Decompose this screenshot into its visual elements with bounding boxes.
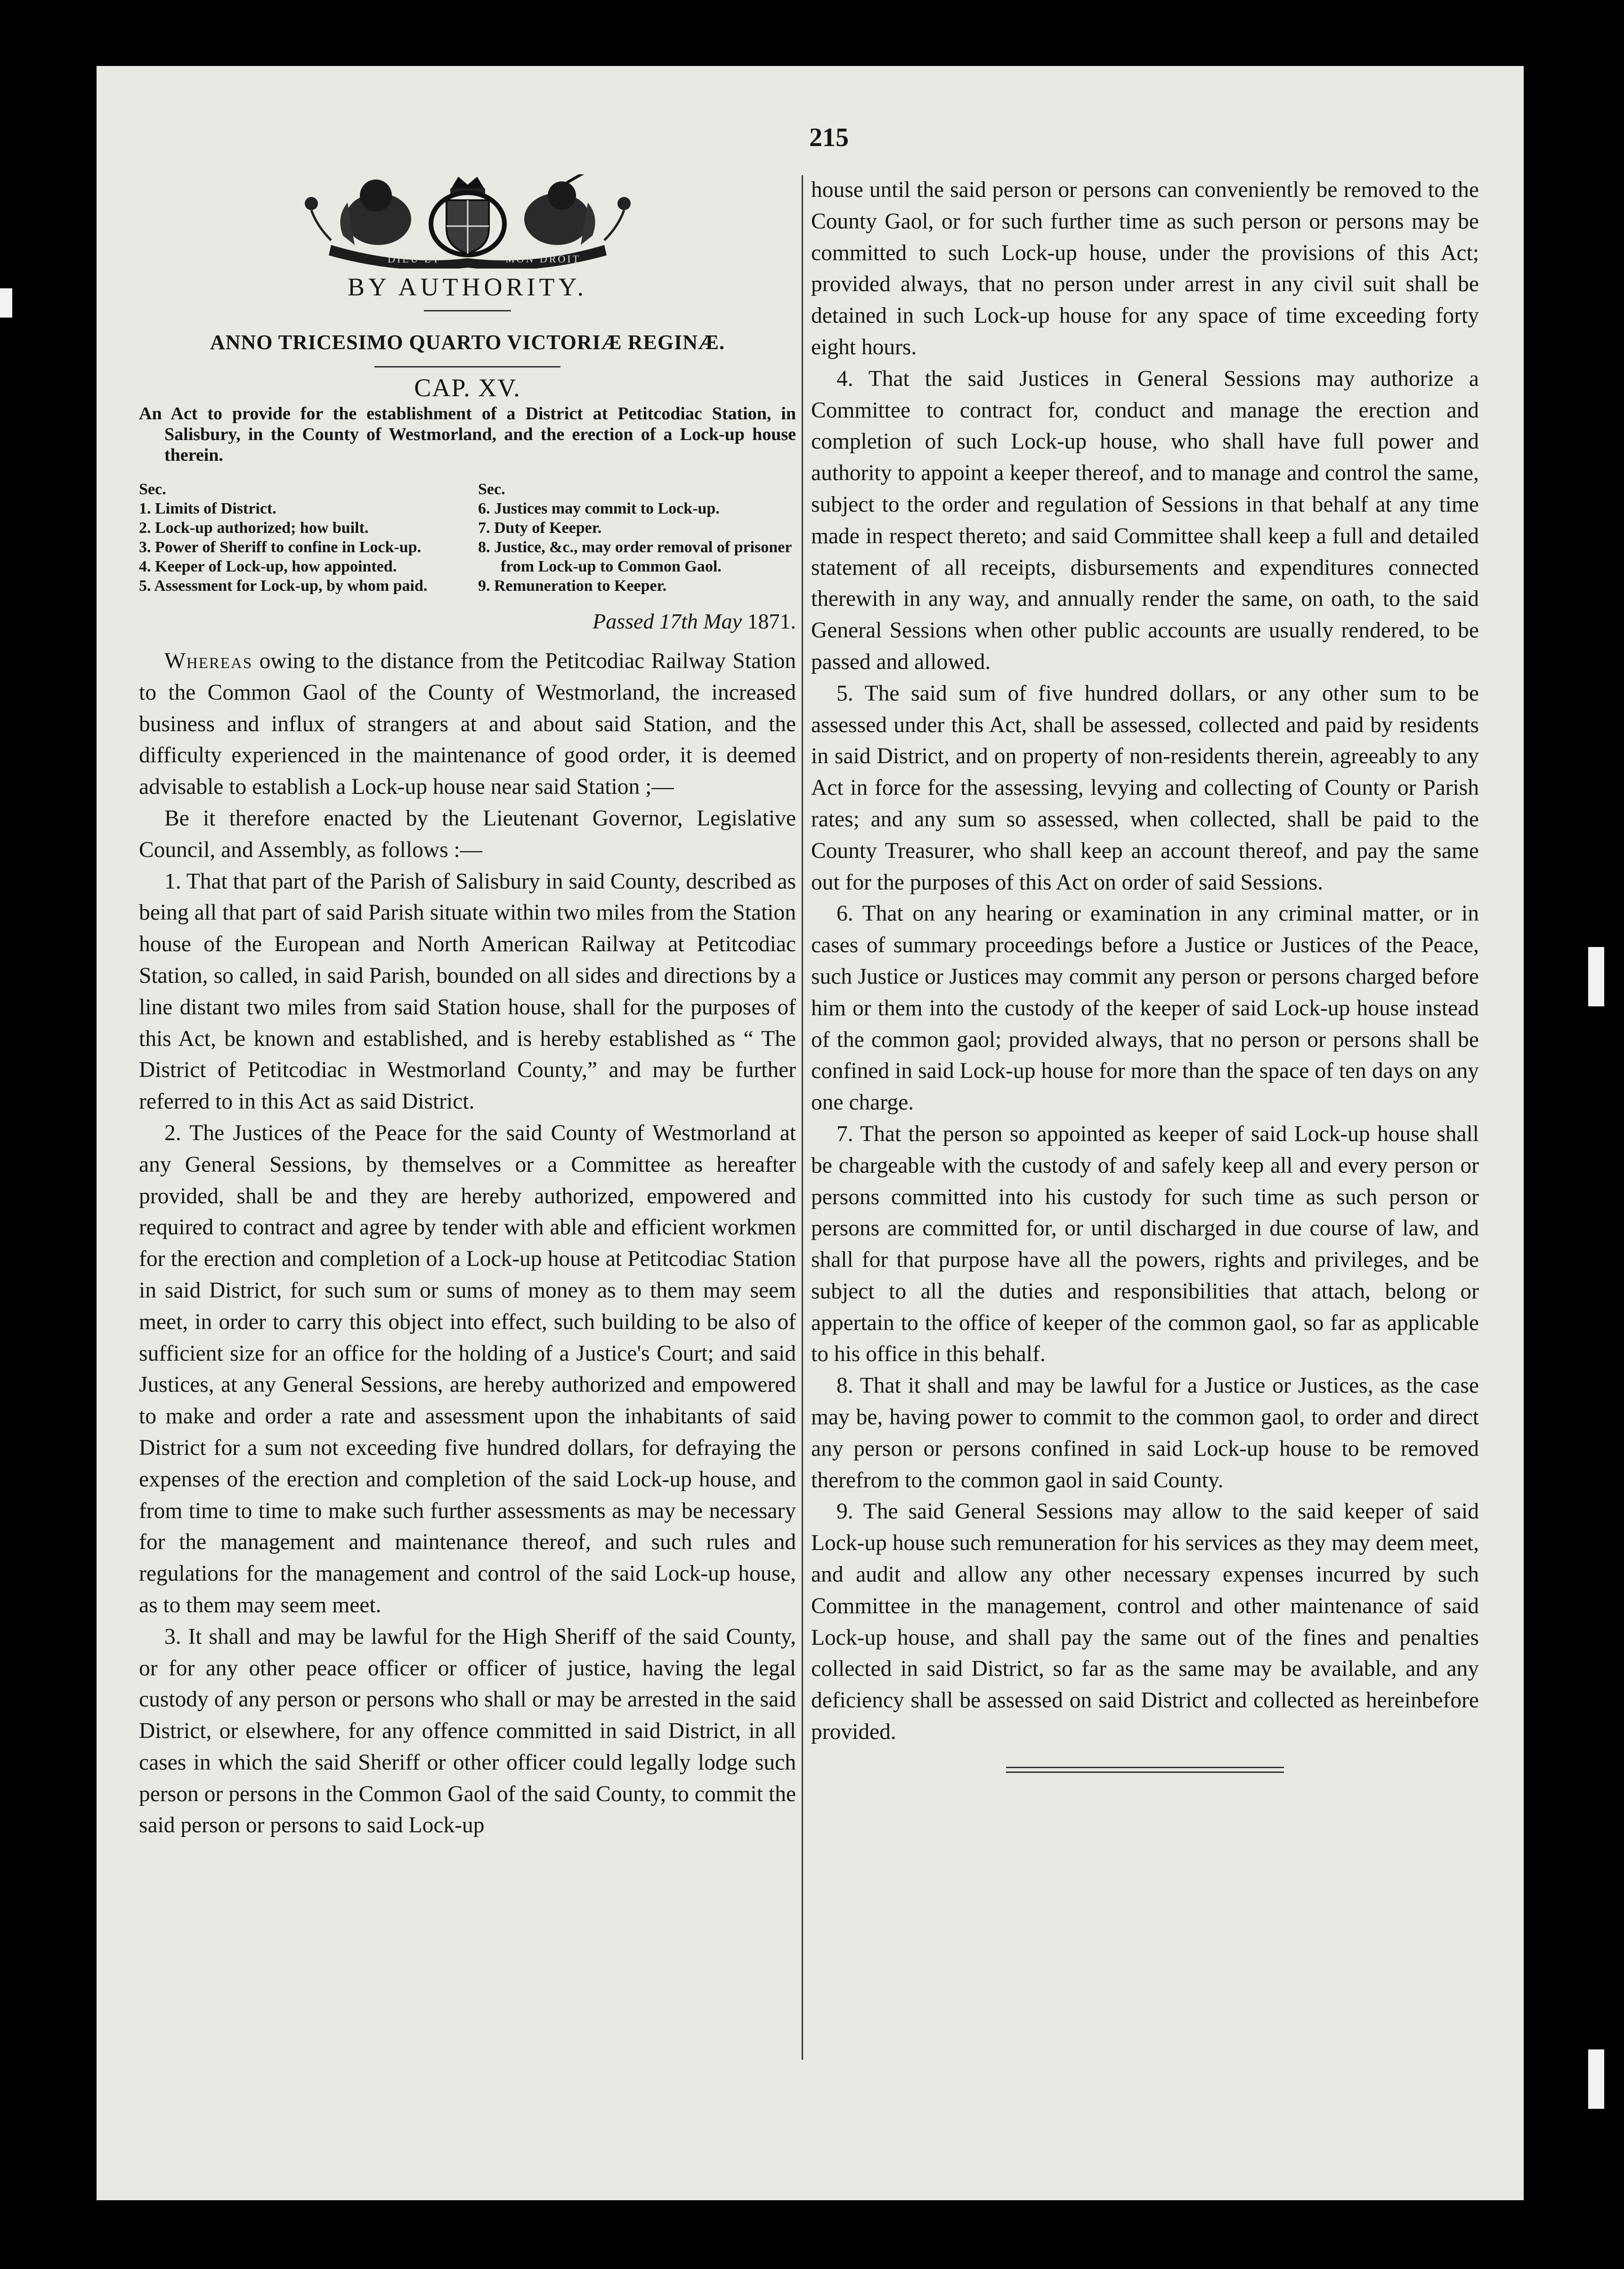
section-summary-heading: Sec.: [139, 481, 166, 498]
section-1: 1. That that part of the Parish of Salisbury in said County, described as being all that part of said Parish situate within two miles from the Station house of the European and North American Railway at Petitcodiac Station, so called, in said Parish, bounded on all sides and directions by a line distant two miles from said Station house, shall for the purposes of this Act, be known and established, and is hereby established as “ The District of Petitcodiac in Westmorland County,” and may be further referred to in this Act as said District.: [139, 869, 796, 1114]
film-edge-mark: [1588, 947, 1604, 1006]
section-7: 7. That the person so appointed as keeper of said Lock-up house shall be chargeable with the custody of and safely keep all and every person or persons committed into his custody for such time as such person or persons are committed for, or until discharged in due course of law, and shall for that purpose have all the powers, rights and privileges, and be subject to all the duties and responsibilities that attach, belong or appertain to the office of keeper of the common gaol, so far as applicable to his office in this behalf.: [811, 1121, 1479, 1367]
divider: [424, 310, 511, 311]
section-summary-left: [139, 480, 478, 596]
passed-date: [139, 609, 796, 636]
preamble-first-word: Whereas: [164, 649, 253, 673]
section-summary-item: 3. Power of Sheriff to confine in Lock-up.: [139, 539, 422, 556]
section-6: 6. That on any hearing or examination in any criminal matter, or in cases of summary proceedings before a Justice or Justices of the Peace, such Justice or Justices may commit any person or persons charged before him or them into the custody of the keeper of said Lock-up house instead of the common gaol; provided always, that no person or persons shall be confined in said Lock-up house for more than the space of ten days on any one charge.: [811, 901, 1479, 1115]
section-3: 3. It shall and may be lawful for the High Sheriff of the said County, or for any other peace officer or officer of justice, having the legal custody of any person or persons who shall or may be arrested in the said District, or elsewhere, for any offence committed in said District, in all cases in which the said Sheriff or other officer could legally lodge such person or persons in the Common Gaol of the said County, to commit the said person or persons to said Lock-up: [139, 1624, 796, 1838]
preamble-paragraph: [139, 645, 796, 803]
section-summary-item: 1. Limits of District.: [139, 500, 276, 517]
film-edge-mark: [0, 288, 12, 318]
section-5: 5. The said sum of five hundred dollars, or any other sum to be assessed under this Act, shall be assessed, collected and paid by residents in said District, and on property of non-residents therein, agreeably to any Act in force for the assessing, levying and collecting of County or Parish rates; and any sum so assessed, when collected, shall be paid to the County Treasurer, who shall keep an account thereof, and pay the same out for the purposes of this Act on order of said Sessions.: [811, 681, 1479, 895]
film-edge-mark: [1588, 2049, 1604, 2109]
section-summary-item: 9. Remuneration to Keeper.: [478, 577, 667, 595]
column-divider: [802, 175, 803, 2060]
motto-left: DIEU ET: [387, 253, 441, 265]
passed-label: Passed: [593, 609, 654, 633]
section-8: 8. That it shall and may be lawful for a Justice or Justices, as the case may be, having power to commit to the common gaol, to order and direct any person or persons confined in said Lock-up house to be removed therefrom to the common gaol in said County.: [811, 1373, 1479, 1493]
page-number: 215: [809, 123, 849, 152]
preamble-text: owing to the distance from the Petitcodiac Railway Station to the Common Gaol of the County of Westmorland, the increased business and influx of strangers at and about said Station, and the difficulty experienced in the maintenance of good order, it is deemed advisable to establish a Lock-up house near said Station ;—: [139, 649, 796, 800]
right-column: [811, 174, 1479, 1776]
left-column: [139, 174, 796, 1841]
section-summary-item: 5. Assessment for Lock-up, by whom paid.: [139, 577, 428, 595]
heading-by-authority: BY AUTHORITY.: [347, 273, 588, 301]
section-summary-item: 4. Keeper of Lock-up, how appointed.: [139, 558, 397, 575]
section-9: 9. The said General Sessions may allow to the said keeper of said Lock-up house such remuneration for his services as they may deem meet, and audit and allow any other necessary expenses incurred by such Committee in the management, control and other maintenance of said Lock-up house, and shall pay the same out of the fines and penalties collected in said District, so far as the same may be available, and any deficiency shall be assessed on said District and collected as hereinbefore provided.: [811, 1499, 1479, 1745]
section-summary-item: 6. Justices may commit to Lock-up.: [478, 500, 720, 517]
section-summary-item: 2. Lock-up authorized; how built.: [139, 519, 369, 537]
divider: [374, 366, 560, 367]
passed-day: 17th May: [659, 609, 742, 633]
section-summary-right: [478, 480, 794, 596]
regnal-year-heading: ANNO TRICESIMO QUARTO VICTORIÆ REGINÆ.: [210, 331, 725, 354]
enacting-clause: Be it therefore enacted by the Lieutenant Governor, Legislative Council, and Assembly, as follows :—: [139, 806, 796, 862]
section-3-continued: house until the said person or persons can conveniently be removed to the County Gaol, or for such further time as such person or persons may be committed to such Lock-up house, under the provisions of this Act; provided always, that no person under arrest in any civil suit shall be detained in such Lock-up house for any space of time exceeding forty eight hours.: [811, 178, 1479, 359]
document-page: [97, 66, 1524, 2200]
section-summary: [139, 480, 796, 596]
section-summary-item: 8. Justice, &c., may order removal of prisoner from Lock-up to Common Gaol.: [478, 539, 792, 575]
royal-coat-of-arms: [260, 174, 675, 269]
passed-year: 1871.: [747, 609, 796, 633]
chapter-number: CAP. XV.: [414, 374, 521, 402]
section-summary-item: 7. Duty of Keeper.: [478, 519, 602, 537]
section-summary-heading: Sec.: [478, 481, 505, 498]
motto-right: MON DROIT: [505, 253, 581, 265]
section-4: 4. That the said Justices in General Sessions may authorize a Committee to contract for, conduct and manage the erection and completion of such Lock-up house, who shall have full power and authority to appoint a keeper thereof, and to manage and control the same, subject to the order and regulation of Sessions in that behalf at any time made in respect thereto; and said Committee shall keep a full and detailed statement of all receipts, disbursements and expenditures connected therewith in any way, and annually render the same, on oath, to the said General Sessions when other public accounts are usually rendered, to be passed and allowed.: [811, 366, 1479, 674]
section-2: 2. The Justices of the Peace for the said County of Westmorland at any General Sessions, by themselves or a Committee as hereafter provided, shall be and they are hereby authorized, empowered and required to contract and agree by tender with able and efficient workmen for the erection and completion of a Lock-up house at Petitcodiac Station in said District, for such sum or sums of money as to them may seem meet, in order to carry this object into effect, such building to be also of sufficient size for an office for the holding of a Justice's Court; and said Justices, at any General Sessions, are hereby authorized and empowered to make and order a rate and assessment upon the inhabitants of said District for a sum not exceeding five hundred dollars, for defraying the expenses of the erection and completion of the said Lock-up house, and from time to time to make such further assessments as may be necessary for the management and maintenance thereof, and such rules and regulations for the management and control of the said Lock-up house, as to them may seem meet.: [139, 1120, 796, 1617]
end-rule: [1006, 1767, 1284, 1773]
act-title: An Act to provide for the establishment of a District at Petitcodiac Station, in Salisbury, in the County of Westmorland, and the erection of a Lock-up house therein.: [139, 404, 796, 465]
